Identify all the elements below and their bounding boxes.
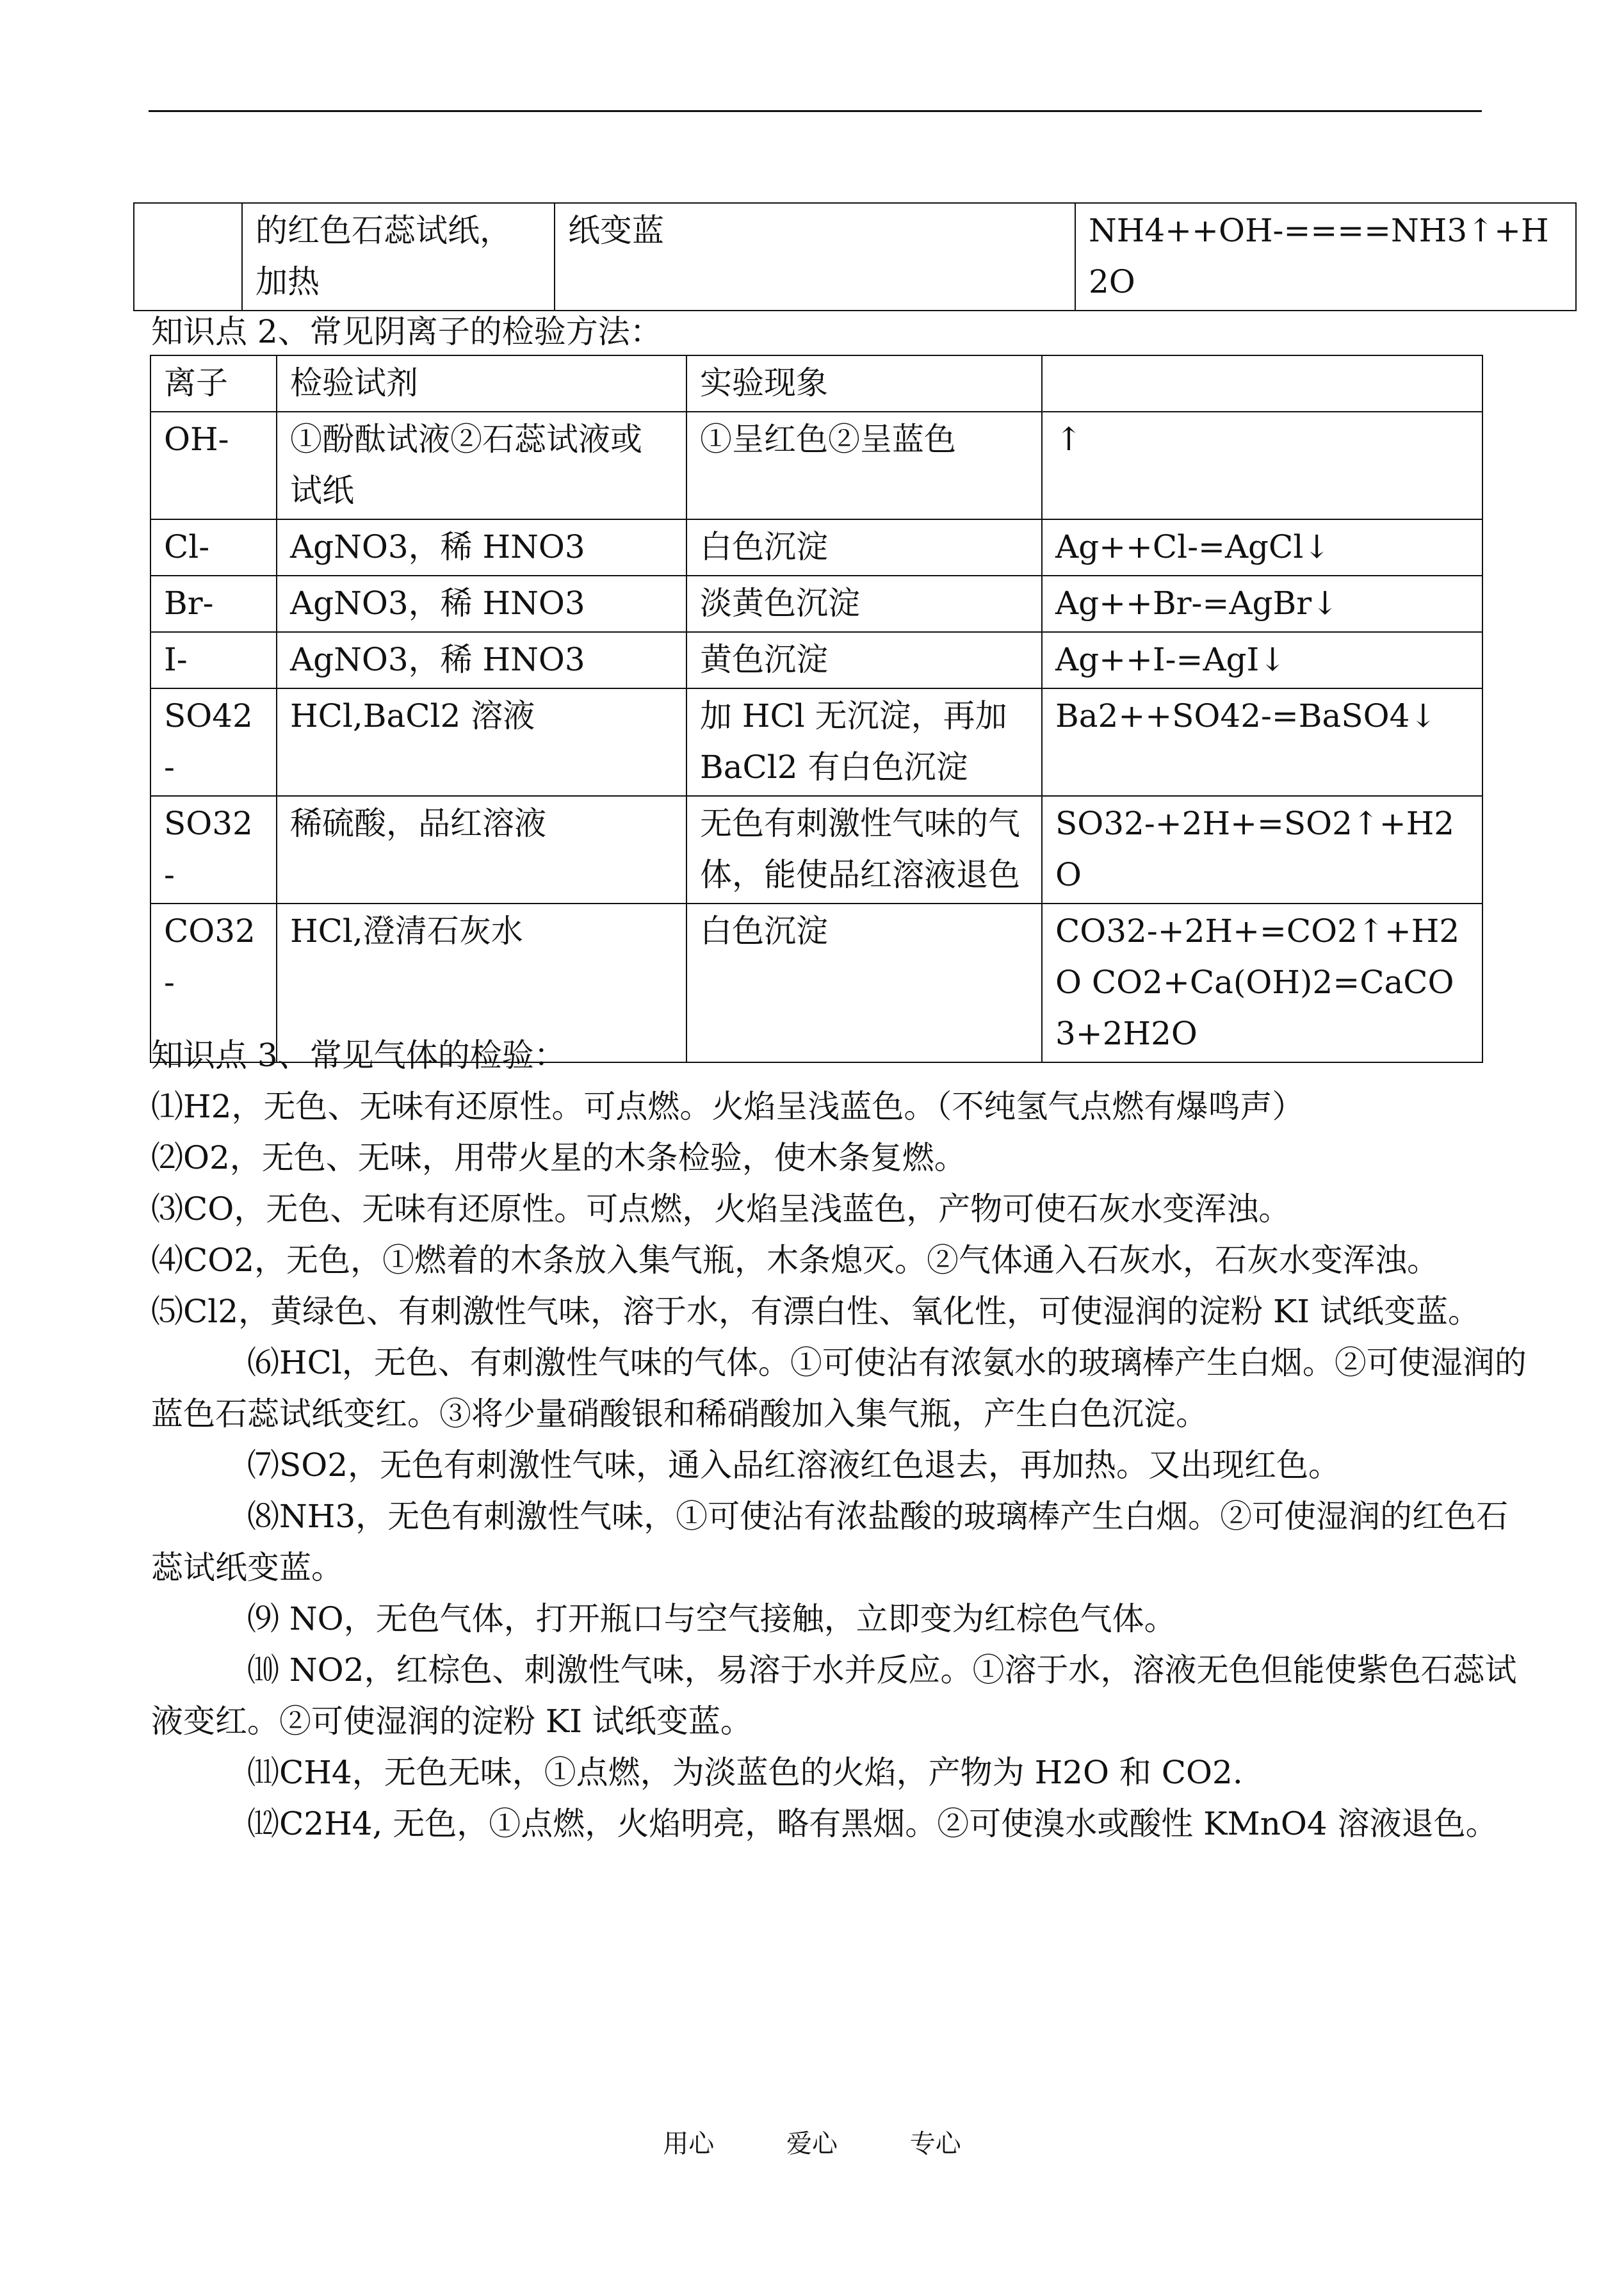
reagent-cell: AgNO3，稀 HNO3 bbox=[277, 576, 686, 632]
ion-cell: SO32- bbox=[150, 796, 277, 904]
reagent-cell: AgNO3，稀 HNO3 bbox=[277, 519, 686, 576]
list-item: ⑷CO2，无色，①燃着的木条放入集气瓶，木条熄灭。②气体通入石灰水，石灰水变浑浊。 bbox=[151, 1242, 1440, 1279]
reagent-cell: AgNO3，稀 HNO3 bbox=[277, 632, 686, 688]
phenomenon-cell: 淡黄色沉淀 bbox=[686, 576, 1042, 632]
ion-cell: CO32- bbox=[150, 904, 277, 1062]
column-header: 检验试剂 bbox=[277, 355, 686, 412]
equation-cell: Ag++Br-=AgBr↓ bbox=[1042, 576, 1482, 632]
ion-cell: I- bbox=[150, 632, 277, 688]
list-item: ⑸Cl2，黄绿色、有刺激性气味，溶于水，有漂白性、氧化性，可使湿润的淀粉 KI 试纸变蓝。 bbox=[151, 1293, 1480, 1330]
reagent-cell: 稀硫酸，品红溶液 bbox=[277, 796, 686, 904]
equation-cell: ↑ bbox=[1042, 412, 1482, 519]
gas-test-list bbox=[151, 1081, 1528, 1849]
reagent-cell: HCl,澄清石灰水 bbox=[277, 904, 686, 1062]
table-row bbox=[150, 688, 1482, 796]
list-item: ⑽ NO2，红棕色、刺激性气味，易溶于水并反应。①溶于水，溶液无色但能使紫色石蕊试液变红。②可使湿润的淀粉 KI 试纸变蓝。 bbox=[151, 1651, 1517, 1740]
footer-text: 爱心 bbox=[786, 2129, 838, 2159]
table-header-row bbox=[150, 355, 1482, 412]
list-item: ⑺SO2，无色有刺激性气味，通入品红溶液红色退去，再加热。又出现红色。 bbox=[247, 1447, 1341, 1484]
ion-cell: OH- bbox=[150, 412, 277, 519]
list-item: ⑵O2，无色、无味，用带火星的木条检验，使木条复燃。 bbox=[151, 1139, 966, 1176]
column-header bbox=[1042, 355, 1482, 412]
list-item: ⑼ NO，无色气体，打开瓶口与空气接触，立即变为红棕色气体。 bbox=[247, 1600, 1176, 1637]
equation-cell: Ag++Cl-=AgCl↓ bbox=[1042, 519, 1482, 576]
phenomenon-cell: 无色有刺激性气味的气体，能使品红溶液退色 bbox=[686, 796, 1042, 904]
list-item: ⑾CH4，无色无味，①点燃，为淡蓝色的火焰，产物为 H2O 和 CO2. bbox=[247, 1754, 1243, 1791]
table-row bbox=[150, 632, 1482, 688]
equation-cell: SO32-+2H+=SO2↑+H2O bbox=[1042, 796, 1482, 904]
section-title: 知识点 2、常见阴离子的检验方法： bbox=[151, 313, 662, 350]
equation-cell: Ag++I-=AgI↓ bbox=[1042, 632, 1482, 688]
list-item: ⑴H2，无色、无味有还原性。可点燃。火焰呈浅蓝色。（不纯氢气点燃有爆鸣声） bbox=[151, 1088, 1304, 1125]
table-row bbox=[150, 576, 1482, 632]
column-header: 离子 bbox=[150, 355, 277, 412]
phenomenon-cell: 黄色沉淀 bbox=[686, 632, 1042, 688]
footer-text: 专心 bbox=[909, 2129, 961, 2159]
equation-cell: Ba2++SO42-=BaSO4↓ bbox=[1042, 688, 1482, 796]
phenomenon-cell: 白色沉淀 bbox=[686, 904, 1042, 1062]
table-row bbox=[150, 796, 1482, 904]
phenomenon-cell: ①呈红色②呈蓝色 bbox=[686, 412, 1042, 519]
table-cell: 的红色石蕊试纸，加热 bbox=[242, 203, 555, 311]
section-title: 知识点 3、常见气体的检验： bbox=[151, 1037, 566, 1074]
ion-cell: SO42- bbox=[150, 688, 277, 796]
list-item: ⑹HCl，无色、有刺激性气味的气体。①可使沾有浓氨水的玻璃棒产生白烟。②可使湿润的蓝色石蕊试纸变红。③将少量硝酸银和稀硝酸加入集气瓶，产生白色沉淀。 bbox=[151, 1344, 1527, 1432]
ion-cell: Br- bbox=[150, 576, 277, 632]
phenomenon-cell: 白色沉淀 bbox=[686, 519, 1042, 576]
table-cell: NH4++OH-====NH3↑+H2O bbox=[1075, 203, 1576, 311]
list-item: ⑿C2H4, 无色，①点燃，火焰明亮，略有黑烟。②可使溴水或酸性 KMnO4 溶液退色。 bbox=[247, 1805, 1498, 1842]
header-rule bbox=[149, 110, 1482, 112]
anion-test-table bbox=[150, 355, 1483, 1063]
table-row bbox=[150, 412, 1482, 519]
table-cell: 纸变蓝 bbox=[555, 203, 1075, 311]
phenomenon-cell: 加 HCl 无沉淀，再加 BaCl2 有白色沉淀 bbox=[686, 688, 1042, 796]
list-item: ⑶CO，无色、无味有还原性。可点燃，火焰呈浅蓝色，产物可使石灰水变浑浊。 bbox=[151, 1190, 1291, 1228]
column-header: 实验现象 bbox=[686, 355, 1042, 412]
table-cell bbox=[134, 203, 242, 311]
reagent-cell: ①酚酞试液②石蕊试液或试纸 bbox=[277, 412, 686, 519]
table-row bbox=[134, 203, 1576, 311]
reagent-cell: HCl,BaCl2 溶液 bbox=[277, 688, 686, 796]
page-footer bbox=[0, 2125, 1624, 2163]
table-row bbox=[150, 519, 1482, 576]
ion-cell: Cl- bbox=[150, 519, 277, 576]
equation-cell: CO32-+2H+=CO2↑+H2O CO2+Ca(OH)2=CaCO3+2H2O bbox=[1042, 904, 1482, 1062]
list-item: ⑻NH3，无色有刺激性气味，①可使沾有浓盐酸的玻璃棒产生白烟。②可使湿润的红色石蕊试纸变蓝。 bbox=[151, 1498, 1509, 1586]
footer-text: 用心 bbox=[663, 2129, 715, 2159]
cation-table-continuation bbox=[133, 202, 1577, 311]
